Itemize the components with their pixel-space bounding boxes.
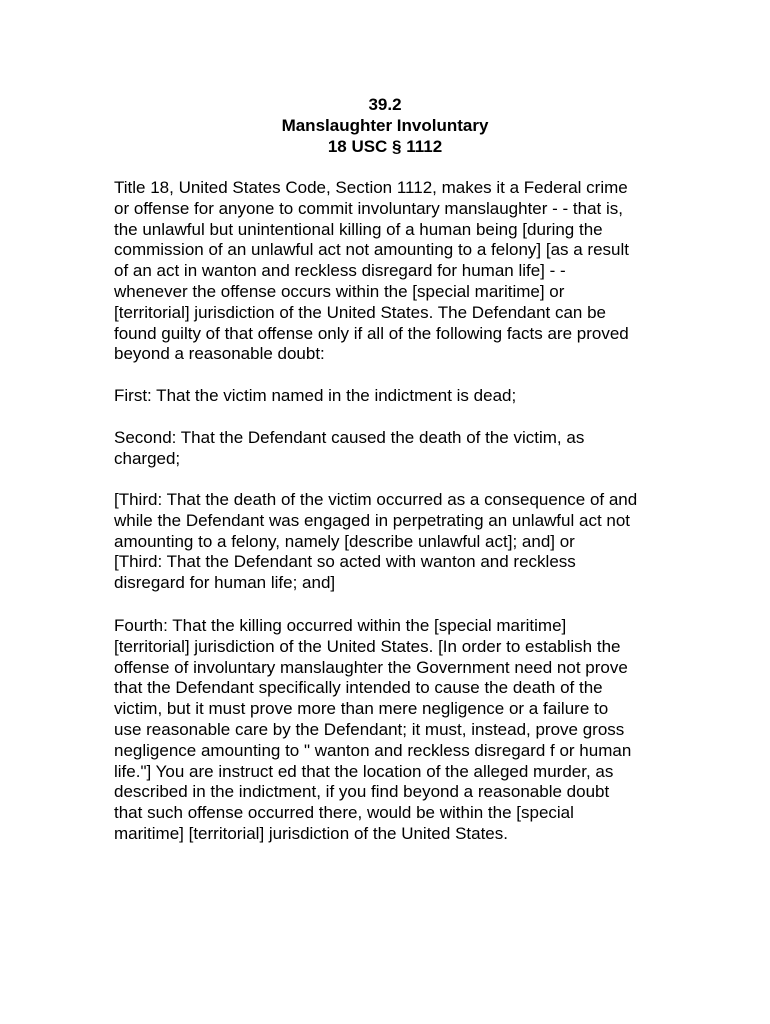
text-line: victim, but it must prove more than mere negligence or a failure to — [114, 699, 609, 719]
text-line: described in the indictment, if you find beyond a reasonable doubt — [114, 782, 610, 802]
text-line: found guilty of that offense only if all of the following facts are proved — [114, 323, 629, 343]
text-line: [territorial] jurisdiction of the United States. [In order to establish the — [114, 636, 621, 656]
text-line: First: That the victim named in the indictment is dead; — [114, 386, 517, 405]
text-line: while the Defendant was engaged in perpetrating an unlawful act not — [114, 510, 631, 530]
text-line: maritime] [territorial] jurisdiction of the United States. — [114, 823, 508, 843]
text-line: [territorial] jurisdiction of the United States. The Defendant can be — [114, 302, 607, 322]
text-line: commission of an unlawful act not amounting to a felony] [as a result — [114, 240, 629, 260]
element-second-paragraph — [114, 428, 674, 470]
text-line: use reasonable care by the Defendant; it must, instead, prove gross — [114, 719, 625, 739]
intro-paragraph — [114, 178, 674, 365]
element-third-paragraph — [114, 490, 674, 594]
text-line: that the Defendant specifically intended to cause the death of the — [114, 678, 603, 698]
text-line: [Third: That the death of the victim occurred as a consequence of and — [114, 490, 638, 509]
text-line: Second: That the Defendant caused the death of the victim, as — [114, 428, 585, 447]
text-line: that such offense occurred there, would be within the [special — [114, 803, 574, 823]
element-fourth-paragraph — [114, 616, 674, 845]
text-line: of an act in wanton and reckless disregard for human life] - - — [114, 261, 566, 281]
text-line: Title 18, United States Code, Section 1112, makes it a Federal crime — [114, 178, 628, 197]
text-line: whenever the offense occurs within the [special maritime] or — [114, 281, 565, 301]
text-line: beyond a reasonable doubt: — [114, 344, 325, 364]
statute-citation: 18 USC § 1112 — [327, 137, 443, 156]
text-line: the unlawful but unintentional killing of a human being [during the — [114, 219, 603, 239]
text-line: [Third: That the Defendant so acted with wanton and reckless — [114, 552, 576, 572]
element-first-paragraph — [114, 386, 674, 407]
text-line: offense of involuntary manslaughter the Government need not prove — [114, 657, 628, 677]
document-title: Manslaughter Involuntary — [281, 116, 489, 135]
section-number: 39.2 — [368, 95, 402, 114]
text-line: life."] You are instruct ed that the location of the alleged murder, as — [114, 761, 614, 781]
text-line: amounting to a felony, namely [describe unlawful act]; and] or — [114, 531, 575, 551]
text-line: or offense for anyone to commit involuntary manslaughter - - that is, — [114, 198, 623, 218]
text-line: Fourth: That the killing occurred within the [special maritime] — [114, 616, 567, 635]
text-line: negligence amounting to " wanton and reckless disregard f or human — [114, 740, 632, 760]
text-line: disregard for human life; and] — [114, 573, 336, 593]
text-line: charged; — [114, 448, 181, 468]
